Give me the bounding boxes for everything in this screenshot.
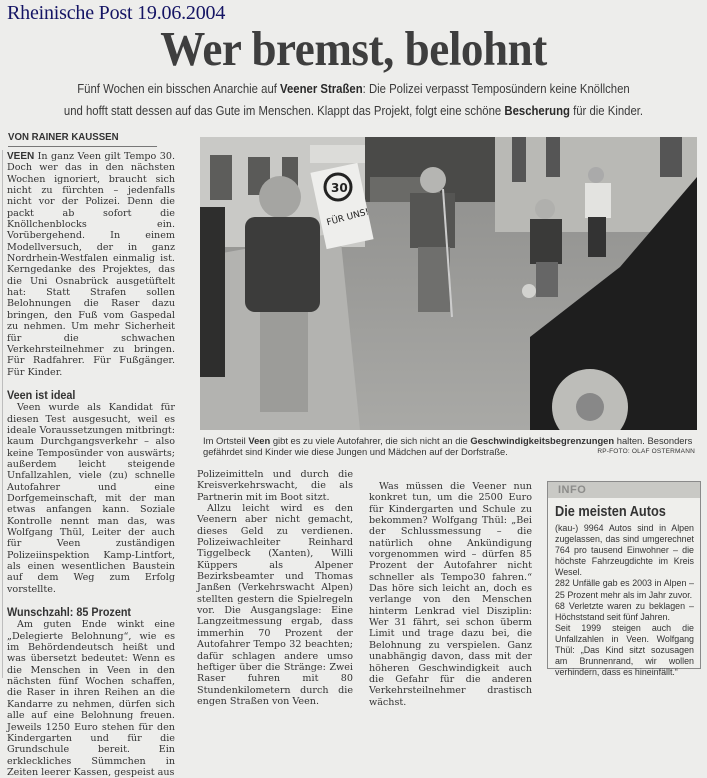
sign-number: 30 [331,181,348,195]
deck-text: für die Kinder. [569,103,644,118]
info-body [555,523,694,678]
info-tag: INFO [548,482,700,498]
deck [49,78,657,122]
dateline: VEEN [7,151,35,162]
info-paragraph: (kau-) 9964 Autos sind in Alpen zugelassen, das sind umgerechnet 764 pro tausend Einwohner – die höchste Fahrzeugdichte im Kreis Wesel. [555,523,694,578]
byline: VON RAINER KAUSSEN [8,131,157,147]
caption-text: Im Ortsteil [203,435,249,446]
article-column-3 [369,481,532,708]
deck-text: Fünf Wochen ein bisschen Anarchie auf [77,81,281,96]
news-photo [200,137,697,430]
paragraph: Allzu leicht wird es den Veenern aber nicht gemacht, dieses Geld zu verdienen. Polizeiwachleiter Reinhard Tiggelbeck (Xanten), Willi Küppers als Alpener Bezirksbeamter und Thomas Janßen (Verkehrswacht Alpen) stellten gestern die Spielregeln vor. Die Ausgangslage: Eine Langzeitmessung ergab, dass immerhin 70 Prozent der Autofahrer Tempo 32 beachten; dafür schlagen andere umso heftiger über die Stränge: Zwei Raser fuhren mit 80 Stundenkilometern durch die engen Straßen von Veen. [197,503,353,707]
article-column-1 [7,151,175,778]
headline: Wer bremst, belohnt [160,21,547,76]
info-box [547,481,701,678]
subheading: Wunschzahl: 85 Prozent [7,605,132,620]
info-paragraph: 282 Unfälle gab es 2003 in Alpen – 25 Prozent mehr als im Jahr zuvor. [555,578,694,600]
info-paragraph: 68 Verletzte waren zu beklagen – Höchststand seit fünf Jahren. [555,600,694,622]
caption-text: gibt es zu viele Autofahrer, die sich nicht an die [270,435,471,446]
sign-text: FÜR UNS! [325,207,371,229]
paragraph: In ganz Veen gilt Tempo 30. Doch wer das in den nächsten Wochen ignoriert, braucht sich nicht zu fürchten – jedenfalls nicht vor der Polizei. Denn die packt ab sofort die Knöllchenblocks ein. Vorübergehend. In einem Modellversuch, der in ganz Nordrhein-Westfalen einmalig ist. Kerngedanke des Projektes, das die Uni Osnabrück ausgetüftelt hat: Statt Strafen sollen Belohnungen die Raser dazu bringen, den Fuß vom Gaspedal zu nehmen. Um mehr Sicherheit für die schwachen Verkehrsteilnehmer zu bringen. Für Radfahrer. Für Fußgänger. Für Kinder. [7,151,175,378]
source-label: Rheinische Post 19.06.2004 [7,2,226,24]
deck-bold: Bescherung [504,103,570,118]
deck-bold: Veener Straßen [280,81,363,96]
street-scene-image [200,137,697,430]
info-title: Die meisten Autos [555,504,666,520]
column-rule [2,150,3,678]
caption-bold: Geschwindigkeitsbegrenzungen [470,435,615,446]
caption-text: halten. Besonders gefährdet sind Kinder wie diese Jungen und Mädchen auf der Dorfstraße. [203,435,693,458]
paragraph: Am guten Ende winkt eine „Delegierte Belohnung“, wie es im Behördendeutsch heißt und was übersetzt bedeutet: Wenn es die Menschen in Veen in den nächsten fünf Wochen schaffen, die Raser in ihren Reihen an die Kandarre zu nehmen, dürfen sich alle auf eine Belohnung freuen. Jeweils 1250 Euro stehen für den Kindergarten und für die Grundschule bereit. Ein erkleckliches Sümmchen in Zeiten leerer Kassen, gespeist aus [7,619,175,778]
paragraph: Was müssen die Veener nun konkret tun, um die 2500 Euro für Kindergarten und Schule zu bekommen? Wolfgang Thül: „Bei der Schlussmessung – die natürlich ohne Ankündigung vorgenommen wird – dürfen 85 Prozent der Autofahrer nicht schneller als Tempo30 fahren.“ Das höre sich leicht an, doch es verlange von den Menschen hinterm Lenkrad viel Disziplin: Wer 31 fährt, sei schon überm Limit und trage dazu bei, die Belohnung zu verspielen. Ganz unabhängig davon, dass mit der höheren Geschwindigkeit auch die Gefahr für die anderen Verkehrsteilnehmer drastisch wächst. [369,481,532,708]
paragraph: Polizeimitteln und durch die Kreisverkehrswacht, die als Partnerin mit im Boot sitzt. [197,469,353,503]
deck-text: und hofft statt dessen auf das Gute im Menschen. Klappt das Projekt, folgt eine schöne [63,103,505,118]
caption-bold: Veen [248,435,271,446]
article-column-2 [197,469,353,707]
subheading: Veen ist ideal [7,387,76,402]
deck-text: : Die Polizei verpasst Temposündern keine Knöllchen [362,81,630,96]
info-paragraph: Seit 1999 steigen auch die Unfallzahlen in Veen. Wolfgang Thül: „Das Kind sitzt sozusagen am Brunnenrand, wir wollen verhindern, dass es hineinfällt.“ [555,622,694,678]
paragraph: Veen wurde als Kandidat für diesen Test ausgesucht, weil es ideale Voraussetzungen mitbringt: kaum Durchgangsverkehr – also keine Temposünder von auswärts; außerdem leicht steigende Unfallzahlen, viele (zu) schnelle Autofahrer und eine Dorfgemeinschaft, mit der man etwas anfangen kann. Soziale Kontrolle nennt man das, was Wolfgang Thül, Leiter der auch für Veen zuständigen Polizeiinspektion Kamp-Lintfort, als einen wesentlichen Baustein auf dem Weg zum Erfolg vorstellte. [7,402,175,595]
photo-caption [203,435,695,458]
photo-credit: RP-FOTO: OLAF OSTERMANN [597,448,695,455]
